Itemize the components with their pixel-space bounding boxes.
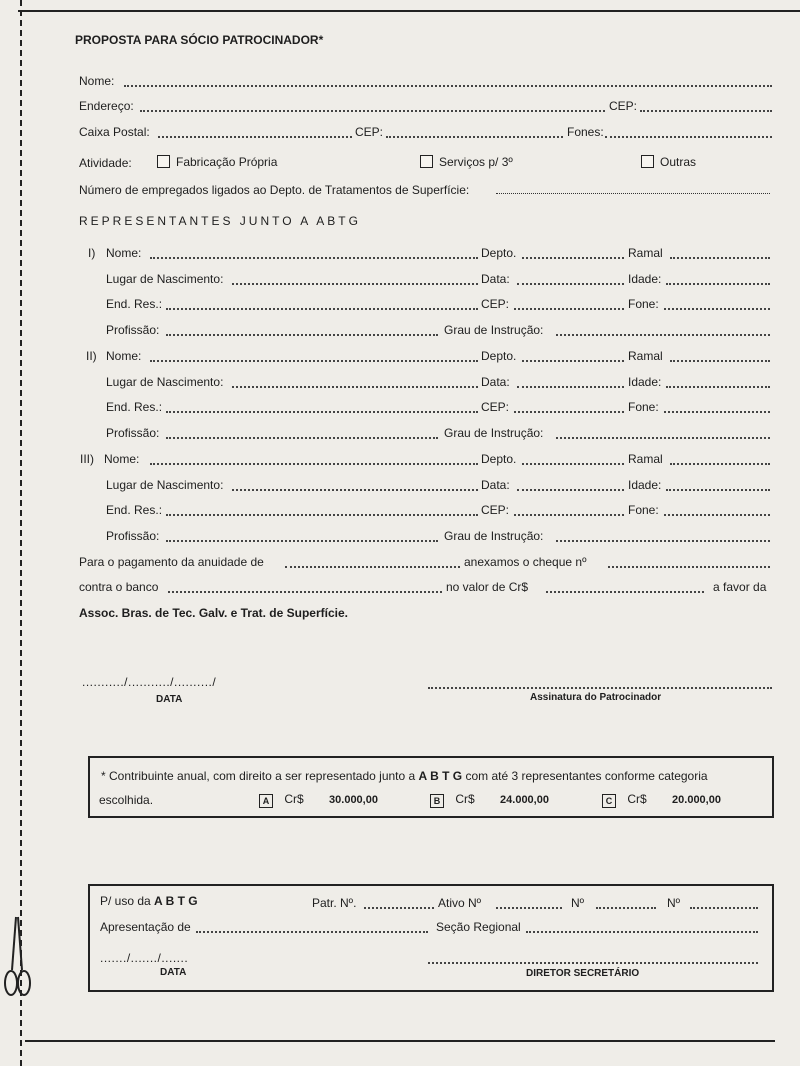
rep2-grau-field[interactable]	[556, 437, 770, 439]
no2-label: Nº	[667, 896, 681, 910]
rep3-idade-field[interactable]	[666, 489, 770, 491]
no1-label: Nº	[571, 896, 585, 910]
rep2-nome-label: Nome:	[106, 349, 142, 363]
rep1-nome-label: Nome:	[106, 246, 142, 260]
uso-text: P/ uso da	[100, 894, 151, 908]
uso-data-pattern[interactable]: ......./......./.......	[100, 951, 189, 965]
rep1-cep-field[interactable]	[514, 308, 624, 310]
rep3-data-label: Data:	[481, 478, 510, 492]
endereco-cep-field[interactable]	[640, 110, 772, 112]
category-a-currency: Cr$	[284, 792, 304, 806]
pagamento-banco-label: contra o banco	[79, 580, 159, 594]
category-c[interactable]	[602, 792, 721, 808]
servicos-checkbox[interactable]	[420, 155, 433, 168]
rep2-grau-label: Grau de Instrução:	[444, 426, 544, 440]
rep3-endres-field[interactable]	[166, 514, 478, 516]
caixa-cep-label: CEP:	[355, 125, 384, 139]
contribuinte-note-line1	[101, 769, 708, 783]
rep1-fone-field[interactable]	[664, 308, 770, 310]
rep3-depto-field[interactable]	[522, 463, 624, 465]
pagamento-anuidade-label: Para o pagamento da anuidade de	[79, 555, 264, 569]
numero-empregados-field[interactable]	[496, 193, 770, 194]
rep3-grau-field[interactable]	[556, 540, 770, 542]
rep2-profissao-field[interactable]	[166, 437, 438, 439]
rep1-nome-field[interactable]	[150, 257, 478, 259]
rep3-grau-label: Grau de Instrução:	[444, 529, 544, 543]
cut-line	[20, 0, 22, 1066]
rep3-numeral: III)	[80, 452, 94, 466]
rep2-data-label: Data:	[481, 375, 510, 389]
no1-field[interactable]	[596, 907, 656, 909]
rep1-idade-field[interactable]	[666, 283, 770, 285]
rep2-endres-field[interactable]	[166, 411, 478, 413]
rep2-idade-label: Idade:	[628, 375, 662, 389]
rep3-idade-label: Idade:	[628, 478, 662, 492]
rep2-cep-field[interactable]	[514, 411, 624, 413]
pagamento-valor-field[interactable]	[546, 591, 704, 593]
contribuinte-note-line2: escolhida.	[99, 793, 154, 807]
rep3-fone-field[interactable]	[664, 514, 770, 516]
category-b-value: 24.000,00	[500, 794, 549, 806]
diretor-signature-field[interactable]	[428, 962, 758, 964]
pagamento-valor-label: no valor de Cr$	[446, 580, 529, 594]
rep1-cep-label: CEP:	[481, 297, 510, 311]
form-title-text: PROPOSTA PARA SÓCIO PATROCINADOR	[75, 33, 319, 47]
outras-label: Outras	[660, 155, 697, 169]
nome-field[interactable]	[124, 85, 772, 87]
fones-label: Fones:	[567, 125, 604, 139]
pagamento-cheque-label: anexamos o cheque nº	[464, 555, 587, 569]
patr-no-field[interactable]	[364, 907, 434, 909]
patrocinador-signature-field[interactable]	[428, 687, 772, 689]
atividade-option-outras[interactable]	[641, 155, 696, 169]
atividade-label: Atividade:	[79, 156, 132, 170]
pagamento-banco-field[interactable]	[168, 591, 442, 593]
caixa-postal-label: Caixa Postal:	[79, 125, 150, 139]
caixa-cep-field[interactable]	[386, 136, 563, 138]
data-signature-pattern[interactable]: .........../.........../........../	[82, 675, 217, 689]
rep1-data-field[interactable]	[517, 283, 624, 285]
category-c-value: 20.000,00	[672, 794, 721, 806]
rep3-nome-field[interactable]	[150, 463, 478, 465]
note-text-b: com até 3 representantes conforme categoria	[465, 769, 708, 783]
representantes-heading: REPRESENTANTES JUNTO A ABTG	[79, 214, 361, 228]
rep1-data-label: Data:	[481, 272, 510, 286]
data-signature-label: DATA	[156, 694, 183, 705]
numero-empregados-label: Número de empregados ligados ao Depto. de Tratamentos de Superfície:	[79, 183, 470, 197]
rep2-fone-label: Fone:	[628, 400, 659, 414]
category-c-box[interactable]: C	[602, 794, 616, 808]
rep2-depto-label: Depto.	[481, 349, 517, 363]
rep2-cep-label: CEP:	[481, 400, 510, 414]
caixa-postal-field[interactable]	[158, 136, 352, 138]
rep2-data-field[interactable]	[517, 386, 624, 388]
note-abtg: A B T G	[418, 769, 463, 783]
secao-regional-label: Seção Regional	[436, 920, 521, 934]
rep2-idade-field[interactable]	[666, 386, 770, 388]
apresentacao-label: Apresentação de	[100, 920, 191, 934]
apresentacao-field[interactable]	[196, 931, 428, 933]
category-c-currency: Cr$	[627, 792, 647, 806]
fones-field[interactable]	[605, 136, 772, 138]
rep2-endres-label: End. Res.:	[106, 400, 163, 414]
rep2-lugar-field[interactable]	[232, 386, 478, 388]
rep3-data-field[interactable]	[517, 489, 624, 491]
endereco-field[interactable]	[140, 110, 605, 112]
rep3-depto-label: Depto.	[481, 452, 517, 466]
category-a-value: 30.000,00	[329, 794, 378, 806]
rep1-depto-field[interactable]	[522, 257, 624, 259]
rep1-depto-label: Depto.	[481, 246, 517, 260]
rep2-depto-field[interactable]	[522, 360, 624, 362]
category-a-box[interactable]: A	[259, 794, 273, 808]
rep3-endres-label: End. Res.:	[106, 503, 163, 517]
pagamento-favor-label: a favor da	[713, 580, 767, 594]
patr-no-label: Patr. Nº.	[312, 896, 357, 910]
scissors-icon	[2, 915, 32, 1005]
no2-field[interactable]	[690, 907, 758, 909]
rep2-numeral: II)	[86, 349, 97, 363]
endereco-cep-label: CEP:	[609, 99, 638, 113]
rep3-lugar-label: Lugar de Nascimento:	[106, 478, 224, 492]
category-b[interactable]	[430, 792, 549, 808]
category-b-currency: Cr$	[455, 792, 475, 806]
endereco-label: Endereço:	[79, 99, 134, 113]
rep2-lugar-label: Lugar de Nascimento:	[106, 375, 224, 389]
rep3-ramal-label: Ramal	[628, 452, 663, 466]
ativo-no-field[interactable]	[496, 907, 562, 909]
rep1-profissao-label: Profissão:	[106, 323, 160, 337]
rep1-grau-label: Grau de Instrução:	[444, 323, 544, 337]
rep3-profissao-label: Profissão:	[106, 529, 160, 543]
rep3-ramal-field[interactable]	[670, 463, 770, 465]
bottom-border-line	[25, 1040, 775, 1042]
uso-data-label: DATA	[160, 967, 187, 978]
contribuinte-note-box	[88, 756, 774, 818]
atividade-option-fabricacao[interactable]	[157, 155, 277, 169]
rep3-cep-field[interactable]	[514, 514, 624, 516]
rep2-fone-field[interactable]	[664, 411, 770, 413]
top-border-line	[18, 10, 800, 12]
uso-abtg: A B T G	[154, 894, 198, 908]
rep2-ramal-field[interactable]	[670, 360, 770, 362]
rep1-grau-field[interactable]	[556, 334, 770, 336]
pagamento-anuidade-field[interactable]	[285, 566, 460, 568]
outras-checkbox[interactable]	[641, 155, 654, 168]
pagamento-associacao: Assoc. Bras. de Tec. Galv. e Trat. de Superfície.	[79, 606, 348, 620]
rep3-fone-label: Fone:	[628, 503, 659, 517]
note-text-a: * Contribuinte anual, com direito a ser representado junto a	[101, 769, 416, 783]
rep1-ramal-field[interactable]	[670, 257, 770, 259]
fabricacao-label: Fabricação Própria	[176, 155, 278, 169]
rep2-profissao-label: Profissão:	[106, 426, 160, 440]
form-title	[75, 33, 323, 47]
diretor-secretario-label: DIRETOR SECRETÁRIO	[526, 968, 640, 979]
pagamento-cheque-field[interactable]	[608, 566, 770, 568]
servicos-label: Serviços p/ 3º	[439, 155, 513, 169]
rep3-profissao-field[interactable]	[166, 540, 438, 542]
rep1-lugar-label: Lugar de Nascimento:	[106, 272, 224, 286]
rep3-lugar-field[interactable]	[232, 489, 478, 491]
atividade-option-servicos[interactable]	[420, 155, 513, 169]
rep1-endres-field[interactable]	[166, 308, 478, 310]
rep1-numeral: I)	[88, 246, 96, 260]
ativo-no-label: Ativo Nº	[438, 896, 482, 910]
fabricacao-checkbox[interactable]	[157, 155, 170, 168]
secao-regional-field[interactable]	[526, 931, 758, 933]
patrocinador-signature-label: Assinatura do Patrocinador	[530, 692, 662, 703]
rep1-lugar-field[interactable]	[232, 283, 478, 285]
form-title-mark: *	[318, 33, 324, 47]
rep3-cep-label: CEP:	[481, 503, 510, 517]
rep1-fone-label: Fone:	[628, 297, 659, 311]
rep3-nome-label: Nome:	[104, 452, 140, 466]
rep2-ramal-label: Ramal	[628, 349, 663, 363]
rep1-endres-label: End. Res.:	[106, 297, 163, 311]
rep1-ramal-label: Ramal	[628, 246, 663, 260]
rep1-profissao-field[interactable]	[166, 334, 438, 336]
nome-label: Nome:	[79, 74, 115, 88]
rep1-idade-label: Idade:	[628, 272, 662, 286]
uso-abtg-title	[100, 894, 198, 908]
rep2-nome-field[interactable]	[150, 360, 478, 362]
category-b-box[interactable]: B	[430, 794, 444, 808]
category-a[interactable]	[259, 792, 378, 808]
